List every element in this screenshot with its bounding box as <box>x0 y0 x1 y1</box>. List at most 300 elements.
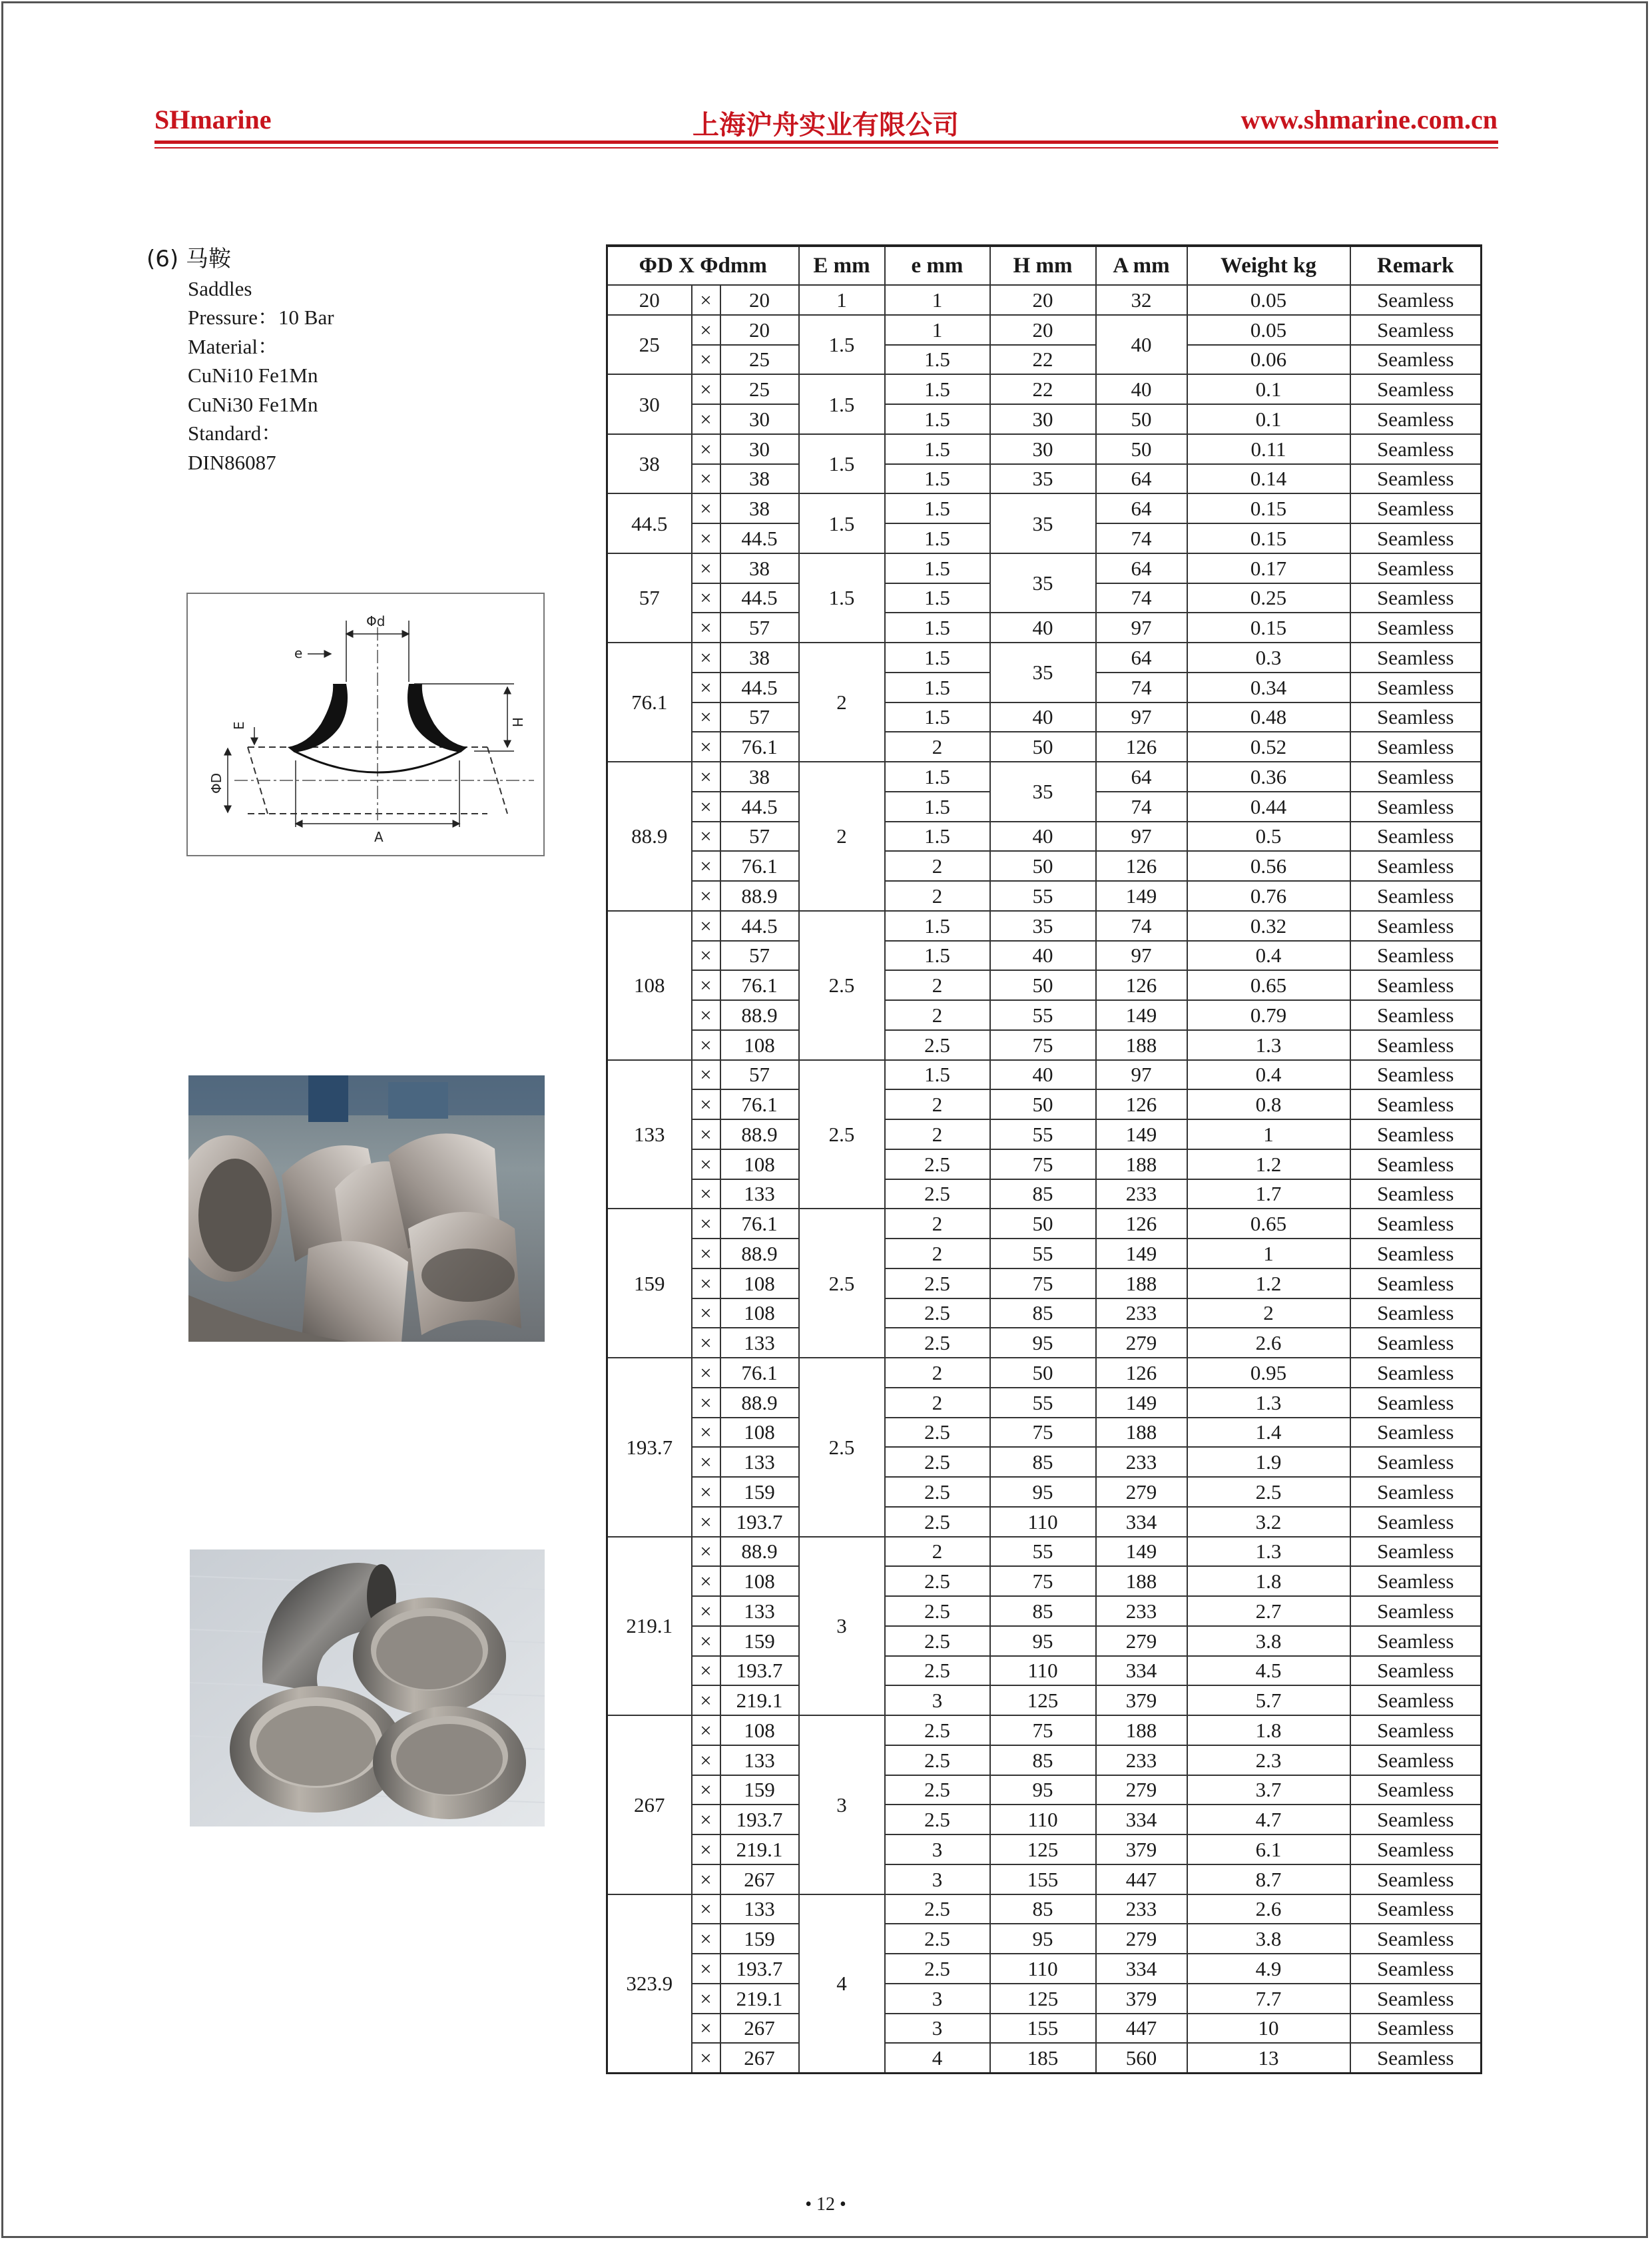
cell-H: 35 <box>990 762 1096 822</box>
cell-times-sign: × <box>692 1030 720 1060</box>
cell-remark: Seamless <box>1350 1358 1482 1388</box>
cell-remark: Seamless <box>1350 732 1482 762</box>
cell-weight: 0.1 <box>1187 374 1350 404</box>
cell-outer-diameter: 219.1 <box>607 1537 692 1716</box>
cell-weight: 1.3 <box>1187 1030 1350 1060</box>
cell-e: 4 <box>885 2043 990 2073</box>
cell-remark: Seamless <box>1350 1119 1482 1149</box>
cell-remark: Seamless <box>1350 702 1482 732</box>
cell-remark: Seamless <box>1350 1715 1482 1745</box>
cell-outer-diameter: 133 <box>607 1060 692 1209</box>
cell-times-sign: × <box>692 822 720 852</box>
cell-branch-diameter: 219.1 <box>720 1685 799 1715</box>
cell-remark: Seamless <box>1350 1030 1482 1060</box>
cell-e: 1.5 <box>885 613 990 643</box>
cell-times-sign: × <box>692 1864 720 1894</box>
cell-branch-diameter: 108 <box>720 1418 799 1448</box>
cell-weight: 1.2 <box>1187 1268 1350 1298</box>
cell-weight: 0.48 <box>1187 702 1350 732</box>
cell-A: 379 <box>1096 1834 1187 1864</box>
cell-A: 126 <box>1096 1358 1187 1388</box>
table-row <box>607 434 1482 464</box>
cell-A: 279 <box>1096 1477 1187 1507</box>
cell-A: 560 <box>1096 2043 1187 2073</box>
cell-branch-diameter: 76.1 <box>720 851 799 881</box>
cell-times-sign: × <box>692 1268 720 1298</box>
cell-E: 1.5 <box>799 434 885 494</box>
cell-branch-diameter: 57 <box>720 941 799 971</box>
table-row <box>607 822 1482 852</box>
table-row <box>607 1984 1482 2014</box>
cell-times-sign: × <box>692 1715 720 1745</box>
cell-H: 125 <box>990 1685 1096 1715</box>
cell-H: 95 <box>990 1775 1096 1805</box>
col-header-H: H mm <box>990 246 1096 285</box>
cell-weight: 1.8 <box>1187 1566 1350 1596</box>
table-row <box>607 1805 1482 1834</box>
cell-branch-diameter: 267 <box>720 2014 799 2044</box>
cell-times-sign: × <box>692 1894 720 1924</box>
cell-remark: Seamless <box>1350 1805 1482 1834</box>
cell-E: 1.5 <box>799 315 885 375</box>
cell-remark: Seamless <box>1350 1209 1482 1239</box>
cell-e: 2.5 <box>885 1596 990 1626</box>
cell-times-sign: × <box>692 1507 720 1537</box>
cell-remark: Seamless <box>1350 673 1482 702</box>
cell-A: 97 <box>1096 941 1187 971</box>
cell-E: 2.5 <box>799 911 885 1060</box>
cell-A: 233 <box>1096 1894 1187 1924</box>
cell-E: 2.5 <box>799 1358 885 1537</box>
cell-A: 40 <box>1096 315 1187 375</box>
cell-A: 126 <box>1096 851 1187 881</box>
cell-branch-diameter: 267 <box>720 2043 799 2073</box>
cell-H: 30 <box>990 434 1096 464</box>
cell-A: 149 <box>1096 1119 1187 1149</box>
cell-H: 20 <box>990 315 1096 345</box>
cell-weight: 13 <box>1187 2043 1350 2073</box>
cell-times-sign: × <box>692 1149 720 1179</box>
cell-branch-diameter: 25 <box>720 345 799 375</box>
table-row <box>607 1030 1482 1060</box>
cell-H: 125 <box>990 1834 1096 1864</box>
cell-remark: Seamless <box>1350 1656 1482 1686</box>
cell-outer-diameter: 88.9 <box>607 762 692 911</box>
cell-weight: 1.3 <box>1187 1537 1350 1567</box>
cell-times-sign: × <box>692 1656 720 1686</box>
cell-H: 75 <box>990 1715 1096 1745</box>
cell-times-sign: × <box>692 1089 720 1119</box>
cell-branch-diameter: 108 <box>720 1268 799 1298</box>
cell-H: 85 <box>990 1894 1096 1924</box>
table-row <box>607 1566 1482 1596</box>
cell-outer-diameter: 267 <box>607 1715 692 1894</box>
cell-H: 50 <box>990 1209 1096 1239</box>
cell-times-sign: × <box>692 702 720 732</box>
cell-branch-diameter: 159 <box>720 1477 799 1507</box>
table-row <box>607 1060 1482 1090</box>
table-row <box>607 1328 1482 1358</box>
cell-branch-diameter: 57 <box>720 702 799 732</box>
table-row <box>607 1864 1482 1894</box>
cell-e: 3 <box>885 1834 990 1864</box>
cell-branch-diameter: 159 <box>720 1775 799 1805</box>
cell-A: 188 <box>1096 1030 1187 1060</box>
cell-A: 279 <box>1096 1775 1187 1805</box>
cell-weight: 8.7 <box>1187 1864 1350 1894</box>
table-row <box>607 374 1482 404</box>
table-row <box>607 1537 1482 1567</box>
cell-weight: 0.79 <box>1187 1000 1350 1030</box>
cell-e: 2 <box>885 1089 990 1119</box>
cell-branch-diameter: 76.1 <box>720 970 799 1000</box>
cell-E: 1.5 <box>799 374 885 434</box>
cell-weight: 0.36 <box>1187 762 1350 792</box>
cell-H: 40 <box>990 1060 1096 1090</box>
cell-remark: Seamless <box>1350 1477 1482 1507</box>
cell-A: 32 <box>1096 285 1187 315</box>
cell-remark: Seamless <box>1350 1000 1482 1030</box>
table-row <box>607 1596 1482 1626</box>
saddles-photo <box>188 1075 545 1342</box>
cell-H: 95 <box>990 1477 1096 1507</box>
cell-H: 35 <box>990 643 1096 702</box>
cell-e: 1.5 <box>885 345 990 375</box>
cell-weight: 10 <box>1187 2014 1350 2044</box>
cell-times-sign: × <box>692 911 720 941</box>
cell-branch-diameter: 193.7 <box>720 1656 799 1686</box>
cell-remark: Seamless <box>1350 285 1482 315</box>
cell-H: 35 <box>990 493 1096 553</box>
cell-times-sign: × <box>692 583 720 613</box>
cell-A: 149 <box>1096 881 1187 911</box>
cell-A: 334 <box>1096 1805 1187 1834</box>
cell-remark: Seamless <box>1350 434 1482 464</box>
cell-remark: Seamless <box>1350 1388 1482 1418</box>
cell-H: 22 <box>990 345 1096 375</box>
cell-H: 40 <box>990 822 1096 852</box>
cell-remark: Seamless <box>1350 345 1482 375</box>
cell-e: 1.5 <box>885 553 990 583</box>
saddle-spec-table <box>606 244 1482 2074</box>
cell-remark: Seamless <box>1350 643 1482 673</box>
cell-weight: 0.8 <box>1187 1089 1350 1119</box>
table-row <box>607 1894 1482 1924</box>
cell-e: 2 <box>885 1537 990 1567</box>
cell-branch-diameter: 76.1 <box>720 1089 799 1119</box>
cell-e: 1.5 <box>885 523 990 553</box>
spec-line: Saddles <box>188 276 252 300</box>
spec-line: CuNi30 Fe1Mn <box>188 392 318 416</box>
label-A: A <box>374 829 384 845</box>
cell-weight: 0.95 <box>1187 1358 1350 1388</box>
cell-e: 2.5 <box>885 1179 990 1209</box>
cell-e: 1.5 <box>885 464 990 494</box>
cell-H: 30 <box>990 404 1096 434</box>
cell-branch-diameter: 133 <box>720 1179 799 1209</box>
cell-e: 2.5 <box>885 1656 990 1686</box>
cell-remark: Seamless <box>1350 493 1482 523</box>
cell-branch-diameter: 88.9 <box>720 1119 799 1149</box>
cell-e: 2 <box>885 1119 990 1149</box>
cell-branch-diameter: 219.1 <box>720 1984 799 2014</box>
cell-remark: Seamless <box>1350 941 1482 971</box>
cell-remark: Seamless <box>1350 1089 1482 1119</box>
table-row <box>607 1626 1482 1656</box>
cell-e: 2 <box>885 881 990 911</box>
cell-remark: Seamless <box>1350 1298 1482 1328</box>
cell-branch-diameter: 133 <box>720 1328 799 1358</box>
cell-weight: 1.3 <box>1187 1388 1350 1418</box>
cell-branch-diameter: 38 <box>720 493 799 523</box>
cell-remark: Seamless <box>1350 374 1482 404</box>
cell-e: 2 <box>885 1000 990 1030</box>
cell-weight: 6.1 <box>1187 1834 1350 1864</box>
cell-remark: Seamless <box>1350 970 1482 1000</box>
cell-remark: Seamless <box>1350 523 1482 553</box>
cell-H: 75 <box>990 1418 1096 1448</box>
website-link[interactable]: www.shmarine.com.cn <box>1240 105 1498 135</box>
cell-weight: 0.14 <box>1187 464 1350 494</box>
cell-A: 379 <box>1096 1984 1187 2014</box>
cell-e: 2 <box>885 732 990 762</box>
cell-e: 1.5 <box>885 911 990 941</box>
cell-weight: 4.7 <box>1187 1805 1350 1834</box>
cell-weight: 5.7 <box>1187 1685 1350 1715</box>
cell-remark: Seamless <box>1350 911 1482 941</box>
cell-weight: 1.9 <box>1187 1447 1350 1477</box>
cell-H: 75 <box>990 1566 1096 1596</box>
cell-e: 1.5 <box>885 762 990 792</box>
cell-branch-diameter: 133 <box>720 1745 799 1775</box>
cell-remark: Seamless <box>1350 822 1482 852</box>
cell-branch-diameter: 57 <box>720 613 799 643</box>
table-row <box>607 345 1482 375</box>
label-E: E <box>231 721 247 730</box>
cell-remark: Seamless <box>1350 1685 1482 1715</box>
cell-branch-diameter: 20 <box>720 315 799 345</box>
table-header-row <box>607 246 1482 285</box>
label-H: H <box>509 717 525 728</box>
table-row <box>607 553 1482 583</box>
table-row <box>607 1507 1482 1537</box>
cell-outer-diameter: 38 <box>607 434 692 494</box>
cell-H: 55 <box>990 881 1096 911</box>
cell-E: 2 <box>799 762 885 911</box>
cell-H: 50 <box>990 970 1096 1000</box>
cell-A: 233 <box>1096 1596 1187 1626</box>
cell-A: 126 <box>1096 732 1187 762</box>
cell-times-sign: × <box>692 1000 720 1030</box>
cell-branch-diameter: 44.5 <box>720 673 799 702</box>
cell-times-sign: × <box>692 1775 720 1805</box>
cell-times-sign: × <box>692 732 720 762</box>
cell-e: 3 <box>885 1685 990 1715</box>
cell-A: 188 <box>1096 1566 1187 1596</box>
table-row <box>607 762 1482 792</box>
cell-times-sign: × <box>692 762 720 792</box>
cell-e: 1.5 <box>885 643 990 673</box>
cell-A: 379 <box>1096 1685 1187 1715</box>
cell-branch-diameter: 193.7 <box>720 1954 799 1984</box>
table-row <box>607 1089 1482 1119</box>
cell-e: 2.5 <box>885 1477 990 1507</box>
cell-times-sign: × <box>692 1805 720 1834</box>
cell-weight: 3.7 <box>1187 1775 1350 1805</box>
cell-H: 85 <box>990 1298 1096 1328</box>
cell-A: 50 <box>1096 404 1187 434</box>
cell-outer-diameter: 193.7 <box>607 1358 692 1537</box>
cell-e: 1.5 <box>885 374 990 404</box>
cell-weight: 0.15 <box>1187 613 1350 643</box>
cell-remark: Seamless <box>1350 1954 1482 1984</box>
cell-e: 2 <box>885 1388 990 1418</box>
cell-times-sign: × <box>692 1954 720 1984</box>
cell-times-sign: × <box>692 285 720 315</box>
table-row <box>607 404 1482 434</box>
cell-H: 35 <box>990 911 1096 941</box>
table-row <box>607 315 1482 345</box>
cell-A: 188 <box>1096 1715 1187 1745</box>
table-row <box>607 1924 1482 1954</box>
cell-H: 55 <box>990 1000 1096 1030</box>
cell-H: 75 <box>990 1030 1096 1060</box>
cell-remark: Seamless <box>1350 1060 1482 1090</box>
cell-branch-diameter: 159 <box>720 1626 799 1656</box>
cell-branch-diameter: 267 <box>720 1864 799 1894</box>
cell-remark: Seamless <box>1350 851 1482 881</box>
product-spec <box>146 245 334 477</box>
cell-branch-diameter: 88.9 <box>720 881 799 911</box>
cell-times-sign: × <box>692 464 720 494</box>
cell-e: 1.5 <box>885 404 990 434</box>
cell-remark: Seamless <box>1350 1268 1482 1298</box>
cell-e: 1.5 <box>885 792 990 822</box>
cell-times-sign: × <box>692 1328 720 1358</box>
spec-line: Material： <box>188 334 279 358</box>
cell-e: 2.5 <box>885 1805 990 1834</box>
cell-weight: 1.2 <box>1187 1149 1350 1179</box>
cell-A: 126 <box>1096 1209 1187 1239</box>
cell-weight: 0.56 <box>1187 851 1350 881</box>
table-row <box>607 1388 1482 1418</box>
cell-E: 2.5 <box>799 1209 885 1358</box>
cell-branch-diameter: 44.5 <box>720 792 799 822</box>
table-row <box>607 1000 1482 1030</box>
cell-e: 2.5 <box>885 1418 990 1448</box>
cell-weight: 2.5 <box>1187 1477 1350 1507</box>
cell-H: 75 <box>990 1268 1096 1298</box>
cell-remark: Seamless <box>1350 404 1482 434</box>
cell-branch-diameter: 57 <box>720 822 799 852</box>
cell-times-sign: × <box>692 1388 720 1418</box>
cell-times-sign: × <box>692 613 720 643</box>
cell-H: 20 <box>990 285 1096 315</box>
table-row <box>607 732 1482 762</box>
cell-A: 40 <box>1096 374 1187 404</box>
cell-weight: 2.6 <box>1187 1894 1350 1924</box>
cell-H: 75 <box>990 1149 1096 1179</box>
cell-e: 2 <box>885 1239 990 1268</box>
cell-A: 126 <box>1096 1089 1187 1119</box>
cell-times-sign: × <box>692 1745 720 1775</box>
cell-remark: Seamless <box>1350 792 1482 822</box>
cell-A: 334 <box>1096 1507 1187 1537</box>
cell-remark: Seamless <box>1350 1745 1482 1775</box>
cell-A: 74 <box>1096 911 1187 941</box>
cell-weight: 1.8 <box>1187 1715 1350 1745</box>
cell-A: 74 <box>1096 523 1187 553</box>
cell-A: 64 <box>1096 493 1187 523</box>
cell-A: 447 <box>1096 2014 1187 2044</box>
cell-A: 188 <box>1096 1149 1187 1179</box>
cell-e: 1.5 <box>885 434 990 464</box>
table-row <box>607 1745 1482 1775</box>
cell-weight: 0.4 <box>1187 1060 1350 1090</box>
cell-H: 50 <box>990 1089 1096 1119</box>
cell-branch-diameter: 88.9 <box>720 1239 799 1268</box>
cell-remark: Seamless <box>1350 1149 1482 1179</box>
cell-H: 55 <box>990 1239 1096 1268</box>
cell-branch-diameter: 57 <box>720 1060 799 1090</box>
cell-e: 2 <box>885 1209 990 1239</box>
cell-outer-diameter: 323.9 <box>607 1894 692 2074</box>
cell-H: 35 <box>990 464 1096 494</box>
cell-branch-diameter: 38 <box>720 643 799 673</box>
cell-e: 1 <box>885 285 990 315</box>
cell-A: 334 <box>1096 1954 1187 1984</box>
cell-weight: 3.8 <box>1187 1626 1350 1656</box>
cell-outer-diameter: 20 <box>607 285 692 315</box>
cell-times-sign: × <box>692 643 720 673</box>
cell-H: 50 <box>990 1358 1096 1388</box>
cell-times-sign: × <box>692 1447 720 1477</box>
cell-weight: 2 <box>1187 1298 1350 1328</box>
cell-remark: Seamless <box>1350 1537 1482 1567</box>
cell-e: 2.5 <box>885 1507 990 1537</box>
cell-outer-diameter: 108 <box>607 911 692 1060</box>
cell-H: 85 <box>990 1596 1096 1626</box>
cell-A: 97 <box>1096 613 1187 643</box>
cell-weight: 0.25 <box>1187 583 1350 613</box>
cell-E: 1.5 <box>799 553 885 643</box>
cell-A: 74 <box>1096 792 1187 822</box>
cell-times-sign: × <box>692 374 720 404</box>
cell-A: 149 <box>1096 1388 1187 1418</box>
cell-H: 35 <box>990 553 1096 613</box>
col-header-d-x-d: ΦD X Φdmm <box>607 246 799 285</box>
cell-weight: 0.32 <box>1187 911 1350 941</box>
table-row <box>607 1685 1482 1715</box>
cell-A: 279 <box>1096 1626 1187 1656</box>
cell-e: 2.5 <box>885 1268 990 1298</box>
cell-H: 185 <box>990 2043 1096 2073</box>
cell-e: 3 <box>885 2014 990 2044</box>
table-row <box>607 1715 1482 1745</box>
table-row <box>607 1119 1482 1149</box>
col-header-weight: Weight kg <box>1187 246 1350 285</box>
cell-E: 1 <box>799 285 885 315</box>
table-row <box>607 1954 1482 1984</box>
cell-weight: 2.3 <box>1187 1745 1350 1775</box>
cell-branch-diameter: 108 <box>720 1566 799 1596</box>
cell-A: 64 <box>1096 464 1187 494</box>
cell-A: 334 <box>1096 1656 1187 1686</box>
cell-H: 85 <box>990 1447 1096 1477</box>
cell-times-sign: × <box>692 1984 720 2014</box>
cell-H: 55 <box>990 1388 1096 1418</box>
table-row <box>607 2014 1482 2044</box>
